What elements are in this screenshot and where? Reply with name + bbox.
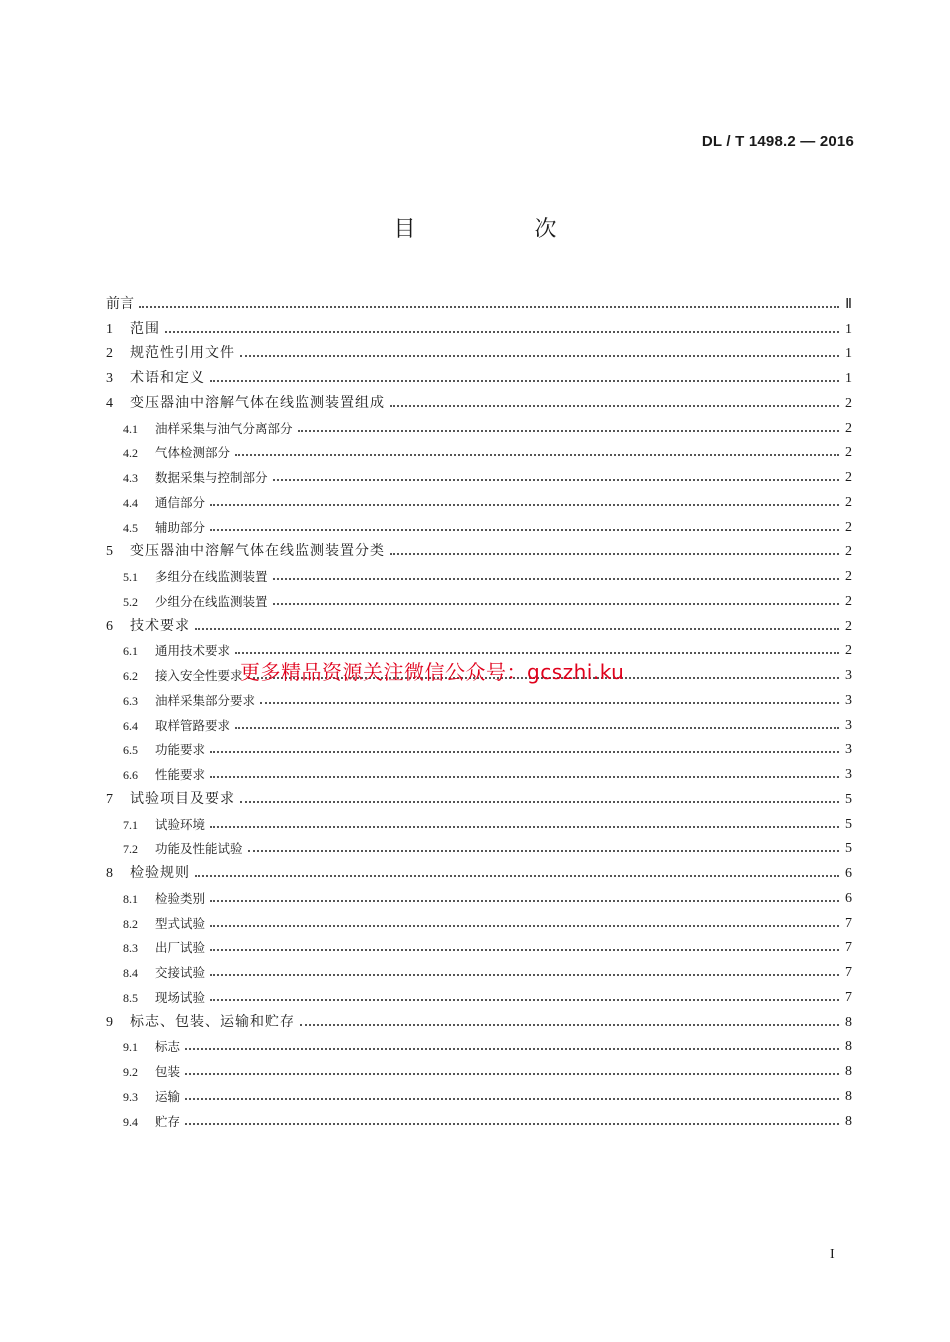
- toc-entry-number: 6.5: [123, 743, 138, 758]
- toc-entry-page: 2: [845, 544, 852, 560]
- toc-leader-dots: [210, 816, 839, 828]
- toc-leader-dots: [273, 469, 839, 481]
- toc-entry-page: 7: [845, 965, 852, 980]
- toc-leader-dots: [185, 1063, 839, 1075]
- table-of-contents: [106, 288, 852, 1130]
- toc-entry-label: 通用技术要求: [155, 643, 231, 659]
- toc-entry-label: 变压器油中溶解气体在线监测装置分类: [130, 543, 385, 560]
- toc-entry[interactable]: [106, 932, 852, 957]
- toc-leader-dots: [210, 370, 839, 382]
- toc-entry-number: 9: [106, 1014, 113, 1030]
- toc-entry[interactable]: [106, 907, 852, 932]
- toc-entry-label: 功能要求: [155, 742, 206, 758]
- toc-entry-page: 5: [845, 791, 852, 807]
- toc-entry[interactable]: [106, 833, 852, 858]
- toc-entry[interactable]: [106, 684, 852, 709]
- toc-entry-label: 型式试验: [155, 915, 206, 931]
- toc-entry-number: 7: [106, 791, 113, 807]
- toc-entry-number: 8: [106, 866, 113, 881]
- toc-leader-dots: [260, 692, 839, 704]
- toc-entry-number: 6.6: [123, 768, 138, 782]
- toc-leader-dots: [210, 890, 839, 902]
- toc-entry-label: 少组分在线监测装置: [155, 593, 268, 609]
- standard-number: DL / T 1498.2 — 2016: [701, 133, 854, 150]
- toc-entry-label: 功能及性能试验: [155, 841, 243, 857]
- toc-entry-page: 1: [845, 321, 852, 337]
- toc-entry-label: 油样采集部分要求: [155, 692, 256, 708]
- toc-entry-label: 标志: [155, 1039, 181, 1055]
- toc-entry-label: 检验类别: [155, 890, 206, 906]
- toc-entry-label: 范围: [130, 320, 160, 337]
- toc-leader-dots: [185, 1038, 839, 1050]
- page-number: I: [830, 1247, 835, 1262]
- toc-entry-number: 8.5: [123, 990, 138, 1005]
- toc-entry-label: 数据采集与控制部分: [155, 470, 268, 485]
- toc-entry-number: 4.1: [123, 421, 138, 436]
- toc-entry[interactable]: [106, 1080, 852, 1105]
- toc-entry-page: 2: [845, 593, 852, 609]
- toc-entry[interactable]: [106, 437, 852, 462]
- toc-leader-dots: [210, 915, 839, 927]
- page-title: 目 次: [393, 217, 613, 242]
- toc-entry-label: 变压器油中溶解气体在线监测装置组成: [130, 394, 385, 411]
- toc-entry-number: 6.4: [123, 718, 138, 733]
- toc-entry-label: 现场试验: [155, 989, 206, 1005]
- toc-leader-dots: [390, 395, 839, 407]
- toc-entry-label: 试验环境: [155, 816, 206, 832]
- toc-entry-label: 交接试验: [155, 965, 206, 980]
- toc-entry-page: 5: [845, 841, 852, 857]
- toc-entry-page: 2: [845, 569, 852, 584]
- toc-entry[interactable]: [106, 511, 852, 536]
- toc-leader-dots: [300, 1014, 839, 1026]
- toc-leader-dots: [240, 791, 839, 803]
- toc-leader-dots: [390, 543, 839, 555]
- toc-entry[interactable]: [106, 1006, 852, 1031]
- toc-entry-page: 8: [845, 1014, 852, 1030]
- toc-leader-dots: [273, 593, 839, 605]
- toc-entry[interactable]: [106, 362, 852, 387]
- toc-entry-label: 术语和定义: [130, 370, 205, 386]
- toc-entry[interactable]: [106, 1105, 852, 1130]
- toc-entry-label: 规范性引用文件: [130, 345, 235, 362]
- toc-entry-number: 4.5: [123, 520, 138, 535]
- toc-entry[interactable]: [106, 412, 852, 437]
- toc-entry-number: 8.3: [123, 941, 138, 956]
- toc-entry-label: 多组分在线监测装置: [155, 569, 268, 584]
- toc-entry-label: 辅助部分: [155, 519, 206, 535]
- toc-entry-label: 包装: [155, 1064, 181, 1079]
- toc-entry-page: 2: [845, 420, 852, 436]
- toc-entry-number: 1: [106, 321, 113, 337]
- toc-entry-page: 6: [845, 890, 852, 906]
- toc-entry-page: 7: [845, 940, 852, 956]
- toc-leader-dots: [139, 296, 839, 308]
- toc-entry-number: 6: [106, 618, 113, 634]
- toc-entry-number: 9.2: [123, 1065, 138, 1079]
- toc-leader-dots: [210, 939, 839, 951]
- toc-entry-page: 2: [845, 445, 852, 461]
- toc-entry-label: 通信部分: [155, 494, 206, 510]
- toc-entry[interactable]: [106, 882, 852, 907]
- toc-entry-page: 8: [845, 1113, 852, 1129]
- toc-entry[interactable]: [106, 313, 852, 338]
- toc-entry-number: 7.1: [123, 817, 138, 832]
- toc-entry[interactable]: [106, 288, 852, 313]
- toc-entry-page: 7: [845, 915, 852, 931]
- toc-leader-dots: [240, 345, 839, 357]
- toc-leader-dots: [210, 741, 839, 753]
- toc-entry[interactable]: [106, 585, 852, 610]
- toc-leader-dots: [210, 989, 839, 1001]
- toc-entry[interactable]: [106, 338, 852, 363]
- toc-entry-number: 5.1: [123, 570, 138, 584]
- toc-leader-dots: [298, 420, 839, 432]
- toc-leader-dots: [235, 717, 839, 729]
- toc-entry[interactable]: [106, 783, 852, 808]
- toc-entry-page: 3: [845, 668, 852, 683]
- toc-entry-number: 3: [106, 371, 113, 386]
- toc-entry-page: 8: [845, 1088, 852, 1104]
- toc-entry-number: 6.3: [123, 693, 138, 708]
- toc-leader-dots: [210, 964, 839, 976]
- toc-entry-label: 贮存: [155, 1113, 181, 1129]
- toc-entry-number: 8.2: [123, 916, 138, 931]
- toc-entry-number: 9.4: [123, 1114, 138, 1129]
- toc-entry-label: 气体检测部分: [155, 445, 231, 461]
- toc-entry[interactable]: [106, 808, 852, 833]
- toc-entry-number: 4.4: [123, 495, 138, 510]
- toc-entry-number: 4.3: [123, 471, 138, 485]
- toc-entry-number: 9.1: [123, 1040, 138, 1055]
- toc-entry-number: 8.4: [123, 966, 138, 980]
- toc-entry-number: 8.1: [123, 891, 138, 906]
- toc-entry-label: 前言: [106, 295, 134, 312]
- toc-entry-number: 6.2: [123, 669, 138, 683]
- toc-entry[interactable]: [106, 734, 852, 759]
- toc-entry[interactable]: [106, 1055, 852, 1080]
- toc-entry-label: 技术要求: [130, 617, 190, 634]
- toc-entry-page: 3: [845, 717, 852, 733]
- toc-entry-page: 8: [845, 1039, 852, 1055]
- toc-entry-number: 5: [106, 544, 113, 560]
- toc-entry-label: 运输: [155, 1088, 181, 1104]
- toc-entry-label: 标志、包装、运输和贮存: [130, 1013, 295, 1030]
- toc-entry-number: 6.1: [123, 644, 138, 659]
- toc-entry-label: 接入安全性要求: [155, 668, 243, 683]
- toc-leader-dots: [210, 519, 839, 531]
- toc-entry[interactable]: [106, 486, 852, 511]
- toc-entry-label: 取样管路要求: [155, 717, 231, 733]
- toc-leader-dots: [210, 494, 839, 506]
- toc-leader-dots: [210, 766, 839, 778]
- toc-entry[interactable]: [106, 956, 852, 981]
- toc-entry[interactable]: [106, 560, 852, 585]
- toc-entry[interactable]: [106, 709, 852, 734]
- toc-entry-page: Ⅱ: [845, 296, 852, 312]
- toc-entry-label: 出厂试验: [155, 940, 206, 956]
- toc-entry-page: 1: [845, 346, 852, 362]
- toc-entry-label: 检验规则: [130, 865, 190, 881]
- toc-entry[interactable]: [106, 461, 852, 486]
- toc-entry-page: 8: [845, 1064, 852, 1079]
- toc-entry[interactable]: [106, 758, 852, 783]
- toc-entry-number: 4: [106, 395, 113, 411]
- toc-entry-number: 7.2: [123, 842, 138, 857]
- toc-entry-number: 4.2: [123, 446, 138, 461]
- toc-leader-dots: [185, 1113, 839, 1125]
- toc-entry-label: 油样采集与油气分离部分: [155, 420, 293, 436]
- toc-leader-dots: [165, 321, 839, 333]
- toc-entry-label: 试验项目及要求: [130, 790, 235, 807]
- toc-entry-number: 2: [106, 346, 113, 362]
- toc-leader-dots: [195, 618, 839, 630]
- toc-entry[interactable]: [106, 981, 852, 1006]
- toc-entry[interactable]: [106, 1031, 852, 1056]
- toc-leader-dots: [273, 568, 839, 580]
- toc-entry-page: 2: [845, 643, 852, 659]
- toc-entry-page: 2: [845, 618, 852, 634]
- toc-leader-dots: [185, 1088, 839, 1100]
- toc-leader-dots: [235, 444, 839, 456]
- toc-entry-page: 7: [845, 989, 852, 1005]
- toc-leader-dots: [195, 865, 839, 877]
- toc-entry-page: 3: [845, 692, 852, 708]
- toc-entry-page: 5: [845, 816, 852, 832]
- toc-entry-number: 9.3: [123, 1089, 138, 1104]
- toc-entry-page: 6: [845, 866, 852, 881]
- toc-entry[interactable]: [106, 387, 852, 412]
- toc-entry-page: 2: [845, 519, 852, 535]
- toc-entry-page: 3: [845, 767, 852, 782]
- toc-leader-dots: [235, 642, 839, 654]
- toc-entry[interactable]: [106, 536, 852, 561]
- toc-entry-page: 2: [845, 494, 852, 510]
- toc-entry-page: 2: [845, 470, 852, 485]
- toc-entry-label: 性能要求: [155, 767, 206, 782]
- watermark-text: 更多精品资源关注微信公众号：gcszhi.ku: [240, 660, 625, 684]
- toc-entry-page: 2: [845, 395, 852, 411]
- toc-leader-dots: [248, 840, 839, 852]
- toc-entry[interactable]: [106, 857, 852, 882]
- toc-entry-page: 3: [845, 742, 852, 758]
- toc-entry-number: 5.2: [123, 594, 138, 609]
- toc-entry[interactable]: [106, 610, 852, 635]
- toc-entry-page: 1: [845, 371, 852, 386]
